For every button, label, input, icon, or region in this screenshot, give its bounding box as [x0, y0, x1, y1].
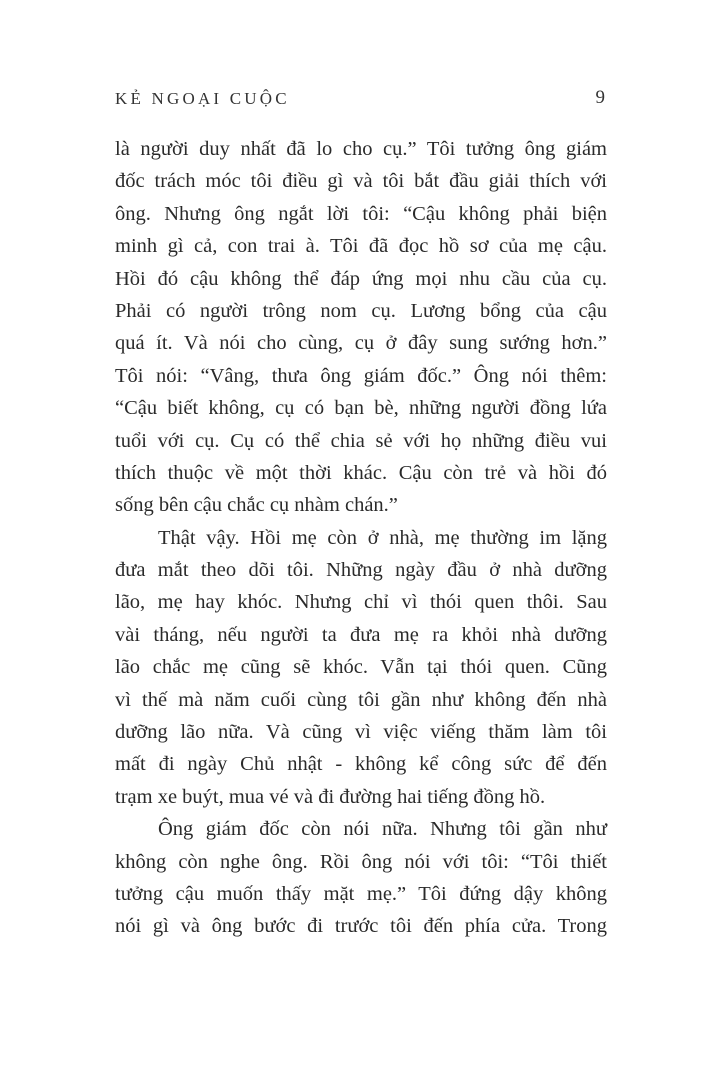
text-line: thích thuộc về một thời khác. Cậu còn trẻ và hồi đó [115, 461, 607, 484]
text-line: lão chắc mẹ cũng sẽ khóc. Vẫn tại thói quen. Cũng [115, 656, 607, 679]
text-line: tuổi với cụ. Cụ có thể chia sẻ với họ những điều vui [115, 429, 607, 452]
page-number: 9 [595, 87, 605, 108]
text-line: vì thế mà năm cuối cùng tôi gần như không đến nhà [115, 688, 607, 711]
text-line: quá ít. Và nói cho cùng, cụ ở đây sung sướng hơn.” [115, 332, 607, 355]
text-line: Hồi đó cậu không thể đáp ứng mọi nhu cầu của cụ. [115, 267, 607, 290]
text-line: là người duy nhất đã lo cho cụ.” Tôi tưởng ông giám [115, 138, 607, 160]
text-line: trạm xe buýt, mua vé và đi đường hai tiếng đồng hồ. [115, 785, 546, 808]
text-line: ông. Nhưng ông ngắt lời tôi: “Cậu không phải biện [115, 202, 607, 225]
paragraph-2 [115, 522, 607, 814]
text-line: sống bên cậu chắc cụ nhàm chán.” [115, 494, 398, 517]
paragraph-3 [115, 813, 607, 943]
text-line: dưỡng lão nữa. Và cũng vì việc viếng thăm làm tôi [115, 721, 607, 744]
text-line: tưởng cậu muốn thấy mặt mẹ.” Tôi đứng dậy không [115, 882, 607, 905]
text-line: Tôi nói: “Vâng, thưa ông giám đốc.” Ông nói thêm: [115, 364, 607, 387]
text-line: Phải có người trông nom cụ. Lương bổng của cậu [115, 299, 607, 322]
text-line: nói gì và ông bước đi trước tôi đến phía cửa. Trong [115, 915, 607, 938]
text-line: minh gì cả, con trai à. Tôi đã đọc hồ sơ của mẹ cậu. [115, 235, 607, 258]
body-text [115, 133, 607, 943]
text-line: Ông giám đốc còn nói nữa. Nhưng tôi gần như [158, 818, 607, 841]
text-line: đưa mắt theo dõi tôi. Những ngày đầu ở nhà dưỡng [115, 559, 607, 582]
text-line: lão, mẹ hay khóc. Nhưng chỉ vì thói quen thôi. Sau [115, 591, 607, 614]
text-line: “Cậu biết không, cụ có bạn bè, những người đồng lứa [115, 397, 607, 420]
paragraph-1 [115, 133, 607, 522]
running-header-title: KẺ NGOẠI CUỘC [115, 89, 290, 108]
text-line: đốc trách móc tôi điều gì và tôi bắt đầu giải thích với [115, 170, 607, 193]
text-line: không còn nghe ông. Rồi ông nói với tôi: “Tôi thiết [115, 850, 607, 873]
text-line: vài tháng, nếu người ta đưa mẹ ra khỏi nhà dưỡng [115, 623, 607, 646]
text-line: Thật vậy. Hồi mẹ còn ở nhà, mẹ thường im lặng [158, 526, 607, 549]
text-line: mất đi ngày Chủ nhật - không kể công sức để đến [115, 753, 607, 776]
